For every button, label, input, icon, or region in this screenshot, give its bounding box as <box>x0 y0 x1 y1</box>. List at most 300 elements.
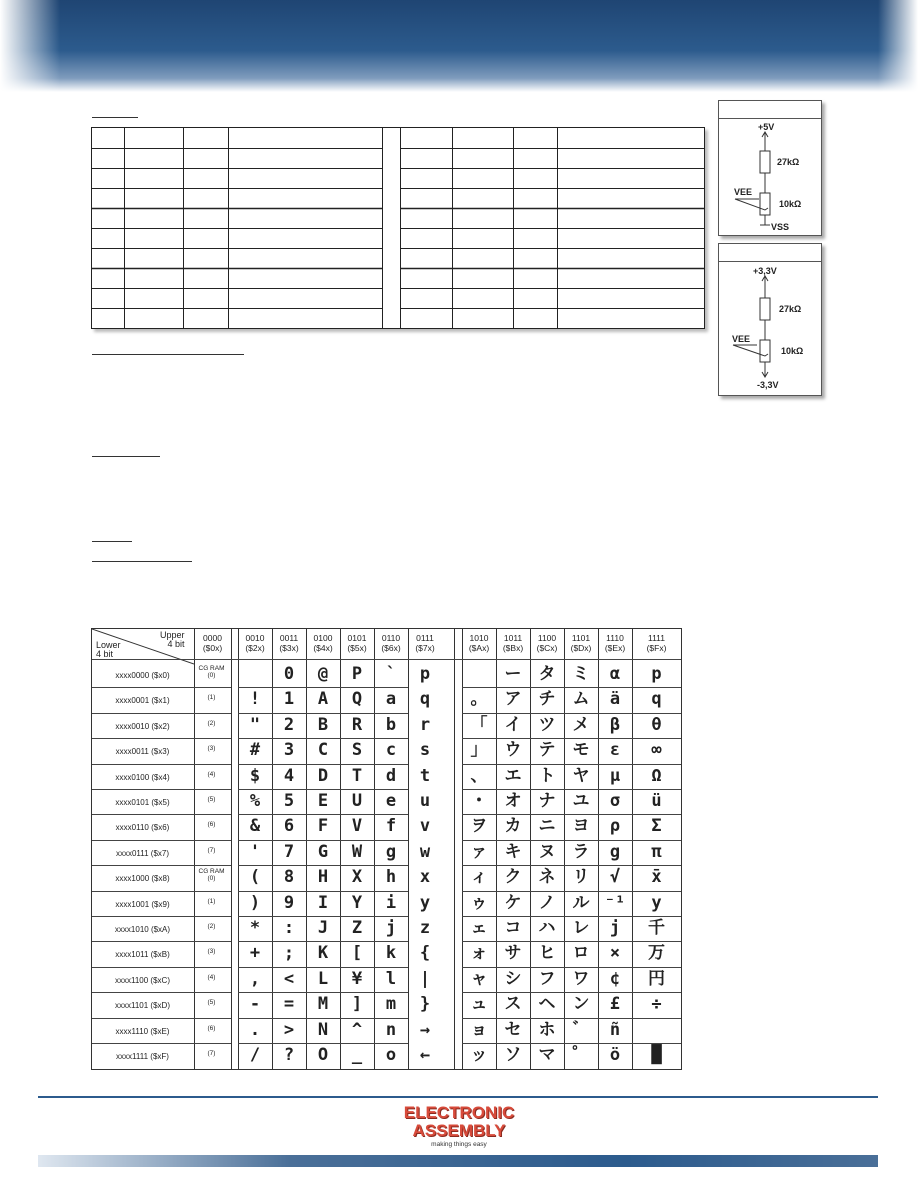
label-r1: 27kΩ <box>777 157 800 167</box>
char-glyph: ュ <box>470 994 488 1015</box>
cgram-cell: (2) <box>207 719 216 727</box>
char-glyph: ¥ <box>351 968 363 989</box>
char-glyph: ゥ <box>470 892 488 913</box>
char-glyph: ニ <box>538 816 556 837</box>
char-glyph: 、 <box>470 765 488 786</box>
char-glyph: N <box>317 1019 329 1040</box>
char-glyph: g <box>385 841 397 862</box>
char-glyph: e <box>385 791 397 811</box>
char-glyph: P <box>351 664 363 684</box>
row-divider <box>632 738 681 739</box>
char-glyph: ö <box>609 1045 621 1065</box>
column-header-hex: ($2x) <box>245 643 265 653</box>
char-glyph: ] <box>351 994 363 1015</box>
label-vss: VSS <box>771 222 790 232</box>
column-header-hex: ($4x) <box>313 643 333 653</box>
row-divider <box>92 687 194 688</box>
label-vplus: +3,3V <box>753 266 777 276</box>
char-glyph: K <box>317 943 329 964</box>
char-glyph: エ <box>504 765 522 786</box>
column-header <box>340 629 374 659</box>
cgram-cell: (6) <box>207 1024 216 1032</box>
column-divider <box>454 629 455 1069</box>
char-glyph: s <box>419 740 431 761</box>
char-glyph: × <box>609 943 621 964</box>
row-divider <box>238 687 408 688</box>
row-divider <box>462 713 632 714</box>
char-glyph: ラ <box>572 841 590 862</box>
row-label: xxxx1100 ($xC) <box>115 975 170 985</box>
row-divider <box>632 764 681 765</box>
heading-underline-3 <box>92 456 160 457</box>
row-divider <box>632 967 681 968</box>
cgram-cell: (4) <box>207 973 216 981</box>
char-glyph: ウ <box>504 740 522 761</box>
char-glyph: サ <box>504 943 522 964</box>
char-glyph: - <box>249 994 261 1015</box>
column-header-binary: 1100 <box>537 633 557 643</box>
char-glyph: θ <box>651 714 662 735</box>
char-glyph: q <box>419 689 431 710</box>
row-divider <box>194 941 231 942</box>
char-glyph: 8 <box>283 867 295 888</box>
char-glyph: 円 <box>648 968 665 989</box>
column-header-binary: 1010 <box>469 633 489 643</box>
column-header-hex: ($Bx) <box>502 643 524 653</box>
row-divider <box>194 713 231 714</box>
row-label: xxxx1010 ($xA) <box>114 925 171 934</box>
column-header-binary: 0110 <box>381 633 401 643</box>
column-header-binary: 1111 <box>647 633 666 643</box>
column-header <box>306 629 340 659</box>
char-glyph: ア <box>504 689 522 710</box>
cgram-cell: (6) <box>207 821 216 829</box>
cgram-cell: (3) <box>207 948 216 956</box>
char-glyph: 千 <box>648 918 665 938</box>
char-glyph: ン <box>572 994 590 1015</box>
pinout-grid <box>92 128 704 328</box>
char-glyph: モ <box>572 740 590 761</box>
cgram-cell: (3) <box>207 745 216 753</box>
heading-underline-1 <box>92 117 138 118</box>
brand-tagline: making things easy <box>431 1141 487 1148</box>
heading-underline-4 <box>92 541 132 542</box>
char-glyph: i <box>385 892 397 913</box>
row-label: xxxx1011 ($xB) <box>115 950 170 960</box>
row-divider <box>238 967 408 968</box>
character-set-table <box>91 628 682 1070</box>
row-divider <box>92 941 194 942</box>
row-divider <box>632 687 681 688</box>
char-glyph: イ <box>504 714 522 735</box>
char-glyph: ミ <box>572 664 590 684</box>
row-divider <box>92 1043 194 1044</box>
column-header-binary: 0000 <box>203 633 222 643</box>
row-divider <box>632 865 681 866</box>
char-glyph: M <box>317 994 329 1015</box>
column-header-binary: 1110 <box>606 633 624 643</box>
char-glyph: | <box>419 968 431 989</box>
column-header <box>496 629 530 659</box>
row-divider <box>462 764 632 765</box>
char-glyph: > <box>283 1019 295 1040</box>
char-glyph: Y <box>351 892 363 913</box>
char-glyph: ム <box>572 689 590 710</box>
char-glyph: ñ <box>609 1019 621 1040</box>
row-divider <box>92 1018 194 1019</box>
char-glyph: W <box>351 841 363 862</box>
char-glyph: ケ <box>504 892 522 913</box>
char-glyph: H <box>317 867 329 888</box>
row-divider <box>632 916 681 917</box>
row-divider <box>238 1043 408 1044</box>
char-glyph: t <box>419 765 431 786</box>
row-divider <box>194 687 231 688</box>
char-glyph: q <box>651 689 662 710</box>
column-header-hex: ($5x) <box>347 643 367 653</box>
column-header <box>374 629 408 659</box>
char-glyph: y <box>651 892 662 913</box>
char-glyph: ^ <box>351 1019 363 1040</box>
char-glyph: ヨ <box>572 816 590 837</box>
char-glyph: メ <box>572 714 590 735</box>
cgram-cell: (7) <box>207 1050 216 1057</box>
column-header <box>530 629 564 659</box>
column-header <box>632 629 681 659</box>
char-glyph: = <box>283 994 295 1015</box>
char-glyph: g <box>609 841 621 862</box>
column-divider <box>231 629 232 1069</box>
char-glyph: ゜ <box>572 1045 590 1065</box>
char-glyph: ・ <box>470 791 488 811</box>
char-glyph: α <box>609 664 621 684</box>
column-header-hex: ($Ex) <box>604 643 626 653</box>
row-divider <box>92 764 194 765</box>
column-header <box>564 629 598 659</box>
column-header-binary: 1101 <box>571 633 591 643</box>
char-glyph: ∞ <box>651 740 662 761</box>
heading-underline-2 <box>92 354 244 355</box>
row-label: xxxx1101 ($xD) <box>115 1001 170 1011</box>
char-glyph: Q <box>351 689 363 710</box>
char-glyph: D <box>317 765 329 786</box>
column-header-hex: ($6x) <box>381 643 401 653</box>
row-divider <box>632 1018 681 1019</box>
char-glyph: ナ <box>538 791 556 811</box>
char-glyph: : <box>283 918 295 938</box>
cgram-cell: (5) <box>207 796 216 803</box>
row-divider <box>632 1043 681 1044</box>
column-header-hex: ($Ax) <box>468 643 490 653</box>
row-label: xxxx0111 ($x7) <box>115 848 170 858</box>
char-glyph: → <box>419 1019 431 1040</box>
header-band <box>0 0 918 92</box>
char-glyph: マ <box>538 1045 556 1065</box>
char-glyph: { <box>419 943 431 964</box>
char-glyph: 9 <box>283 892 295 913</box>
char-glyph: , <box>249 968 261 989</box>
row-label: xxxx0100 ($x4) <box>115 772 170 782</box>
row-divider <box>92 840 194 841</box>
brand-logo-line1: ELECTRONIC <box>403 1103 515 1122</box>
char-glyph: m <box>385 994 397 1015</box>
column-header <box>598 629 632 659</box>
char-glyph: U <box>351 791 363 811</box>
row-divider <box>194 992 231 993</box>
char-glyph: 。 <box>470 689 488 710</box>
row-label: xxxx0010 ($x2) <box>115 721 170 731</box>
column-header-binary: 0100 <box>313 633 333 643</box>
char-glyph: ャ <box>470 968 488 989</box>
row-label: xxxx0011 ($x3) <box>115 747 170 757</box>
char-glyph: # <box>249 740 261 761</box>
char-glyph: 6 <box>283 816 295 837</box>
column-header-hex: ($0x) <box>202 643 223 653</box>
char-glyph: b <box>385 714 397 735</box>
row-divider <box>194 967 231 968</box>
char-glyph: ; <box>283 943 295 964</box>
row-divider <box>238 713 408 714</box>
char-glyph: B <box>317 714 329 735</box>
char-glyph: + <box>249 943 261 964</box>
char-glyph: r <box>419 714 431 735</box>
column-header-hex: ($Cx) <box>536 643 558 653</box>
column-header-binary: 1011 <box>503 633 523 643</box>
corner-upper-label: Upper 4 bit <box>160 630 185 649</box>
char-glyph: E <box>317 791 329 811</box>
row-divider <box>92 713 194 714</box>
char-glyph: ← <box>419 1045 431 1065</box>
char-glyph: β <box>609 714 621 735</box>
label-r2: 10kΩ <box>779 199 802 209</box>
char-glyph: a <box>385 689 397 710</box>
char-glyph: ォ <box>470 943 488 964</box>
column-header-hex: ($3x) <box>279 643 299 653</box>
char-glyph: G <box>317 841 329 862</box>
char-glyph: R <box>351 714 363 735</box>
row-divider <box>462 967 632 968</box>
char-glyph: ー <box>504 664 522 684</box>
char-glyph: ッ <box>470 1045 488 1065</box>
char-glyph: Z <box>351 918 363 938</box>
label-vee: VEE <box>734 187 753 197</box>
row-divider <box>194 814 231 815</box>
column-header <box>272 629 306 659</box>
row-divider <box>632 713 681 714</box>
pinout-table <box>91 127 705 329</box>
char-glyph: ! <box>249 689 261 710</box>
char-glyph: * <box>249 918 261 938</box>
char-glyph: ョ <box>470 1019 488 1040</box>
column-header <box>238 629 272 659</box>
column-header-binary: 0010 <box>245 633 265 643</box>
char-glyph: £ <box>609 994 621 1015</box>
char-glyph: ヤ <box>572 765 590 786</box>
char-glyph: Ω <box>651 765 662 786</box>
column-header <box>194 629 231 659</box>
char-glyph: ヌ <box>538 841 556 862</box>
column-header-binary: 0011 <box>279 633 299 643</box>
row-divider <box>238 941 408 942</box>
row-divider <box>238 992 408 993</box>
cgram-cell: (4) <box>207 770 216 778</box>
label-vminus: -3,3V <box>757 380 779 390</box>
row-divider <box>462 1018 632 1019</box>
char-glyph: [ <box>351 943 363 964</box>
char-glyph: ä <box>609 689 621 710</box>
contrast-circuit-3v3 <box>718 243 822 396</box>
char-glyph: ィ <box>470 867 488 888</box>
row-divider <box>92 992 194 993</box>
row-label: xxxx0001 ($x1) <box>115 696 170 706</box>
char-glyph: / <box>249 1045 261 1065</box>
row-divider <box>194 840 231 841</box>
row-divider <box>462 840 632 841</box>
column-header-hex: ($7x) <box>415 643 435 653</box>
row-divider <box>632 941 681 942</box>
char-glyph: x <box>419 867 431 888</box>
column-header-hex: ($Dx) <box>570 643 592 653</box>
char-glyph: 万 <box>648 943 665 964</box>
char-glyph: X <box>351 867 363 888</box>
row-divider <box>194 789 231 790</box>
char-glyph: ァ <box>470 841 488 862</box>
row-divider <box>238 814 408 815</box>
char-glyph: ル <box>572 892 590 913</box>
row-divider <box>92 967 194 968</box>
char-glyph: ネ <box>538 867 556 888</box>
char-glyph: ρ <box>609 816 621 837</box>
footer-rule <box>38 1096 878 1098</box>
char-glyph: ト <box>538 765 556 786</box>
cgram-cell: CG RAM (0) <box>198 665 225 679</box>
char-glyph: C <box>317 740 329 761</box>
char-glyph: リ <box>572 867 590 888</box>
char-glyph: █ <box>651 1045 662 1065</box>
row-label: xxxx1000 ($x8) <box>115 874 170 884</box>
char-glyph: 3 <box>283 740 295 761</box>
char-glyph: σ <box>609 791 621 811</box>
row-label: xxxx0110 ($x6) <box>115 823 170 833</box>
char-glyph: 4 <box>283 765 295 786</box>
row-divider <box>462 814 632 815</box>
char-glyph: v <box>419 816 431 837</box>
row-divider <box>194 764 231 765</box>
char-glyph: f <box>385 816 397 837</box>
char-glyph: ヘ <box>538 994 556 1015</box>
row-divider <box>462 941 632 942</box>
char-glyph: 」 <box>470 740 488 761</box>
char-glyph: ス <box>504 994 522 1015</box>
char-glyph: u <box>419 791 431 811</box>
char-glyph: _ <box>351 1045 363 1065</box>
char-glyph: I <box>317 892 329 913</box>
cgram-cell: (5) <box>207 999 216 1007</box>
row-divider <box>462 687 632 688</box>
footer-band <box>38 1155 878 1167</box>
row-divider <box>194 865 231 866</box>
column-header <box>408 629 442 659</box>
char-glyph: A <box>317 689 329 710</box>
row-divider <box>632 840 681 841</box>
char-glyph: ユ <box>572 791 590 811</box>
char-glyph: } <box>419 994 431 1015</box>
char-glyph: ⁻¹ <box>604 892 626 913</box>
char-glyph: h <box>385 867 397 888</box>
cgram-cell: CG RAM (0) <box>198 868 225 883</box>
row-label: xxxx0000 ($x0) <box>115 671 170 680</box>
char-glyph: d <box>385 765 397 786</box>
char-glyph: ワ <box>572 968 590 989</box>
brand-logo-line2: ASSEMBLY <box>412 1121 506 1140</box>
label-r2: 10kΩ <box>781 346 804 356</box>
char-glyph: l <box>385 968 397 989</box>
header-divider <box>92 659 681 660</box>
char-glyph: ェ <box>470 918 488 938</box>
label-vee: VEE <box>732 334 751 344</box>
column-header-binary: 0101 <box>347 633 367 643</box>
char-glyph: V <box>351 816 363 837</box>
char-glyph: F <box>317 816 329 837</box>
row-divider <box>632 789 681 790</box>
char-glyph: o <box>385 1045 397 1065</box>
char-glyph: " <box>249 714 261 735</box>
row-divider <box>462 891 632 892</box>
char-glyph: ノ <box>538 892 556 913</box>
char-glyph: キ <box>504 841 522 862</box>
char-glyph: @ <box>317 664 329 684</box>
corner-lower-label: Lower 4 bit <box>96 640 121 659</box>
char-glyph: タ <box>538 664 556 684</box>
char-glyph: ( <box>249 867 261 888</box>
column-header-binary: 0111 <box>416 633 434 643</box>
char-glyph: & <box>249 816 261 837</box>
char-glyph: k <box>385 943 397 964</box>
cgram-cell: (1) <box>207 694 216 702</box>
char-glyph: セ <box>504 1019 522 1040</box>
row-divider <box>92 916 194 917</box>
char-glyph: ' <box>249 841 261 862</box>
char-glyph: ε <box>609 740 621 761</box>
char-glyph: コ <box>504 918 522 938</box>
char-glyph: T <box>351 765 363 786</box>
row-divider <box>238 764 408 765</box>
char-glyph: c <box>385 740 397 761</box>
char-glyph: j <box>609 918 621 938</box>
char-glyph: 0 <box>283 664 295 684</box>
row-label: xxxx1111 ($xF) <box>116 1052 169 1061</box>
char-glyph: シ <box>504 968 522 989</box>
char-glyph: j <box>385 918 397 938</box>
char-glyph: 7 <box>283 841 295 862</box>
contrast-circuit-5v <box>718 100 822 236</box>
char-glyph: テ <box>538 740 556 761</box>
row-divider <box>632 992 681 993</box>
char-glyph: L <box>317 968 329 989</box>
char-glyph: ? <box>283 1045 295 1065</box>
cgram-cell: (2) <box>207 923 216 930</box>
row-divider <box>92 891 194 892</box>
char-glyph: 1 <box>283 689 295 710</box>
row-divider <box>462 1043 632 1044</box>
cgram-cell: (1) <box>207 897 216 905</box>
row-divider <box>238 865 408 866</box>
char-glyph: z <box>419 918 431 938</box>
char-glyph: ホ <box>538 1019 556 1040</box>
char-glyph: チ <box>538 689 556 710</box>
row-divider <box>92 865 194 866</box>
row-divider <box>194 891 231 892</box>
